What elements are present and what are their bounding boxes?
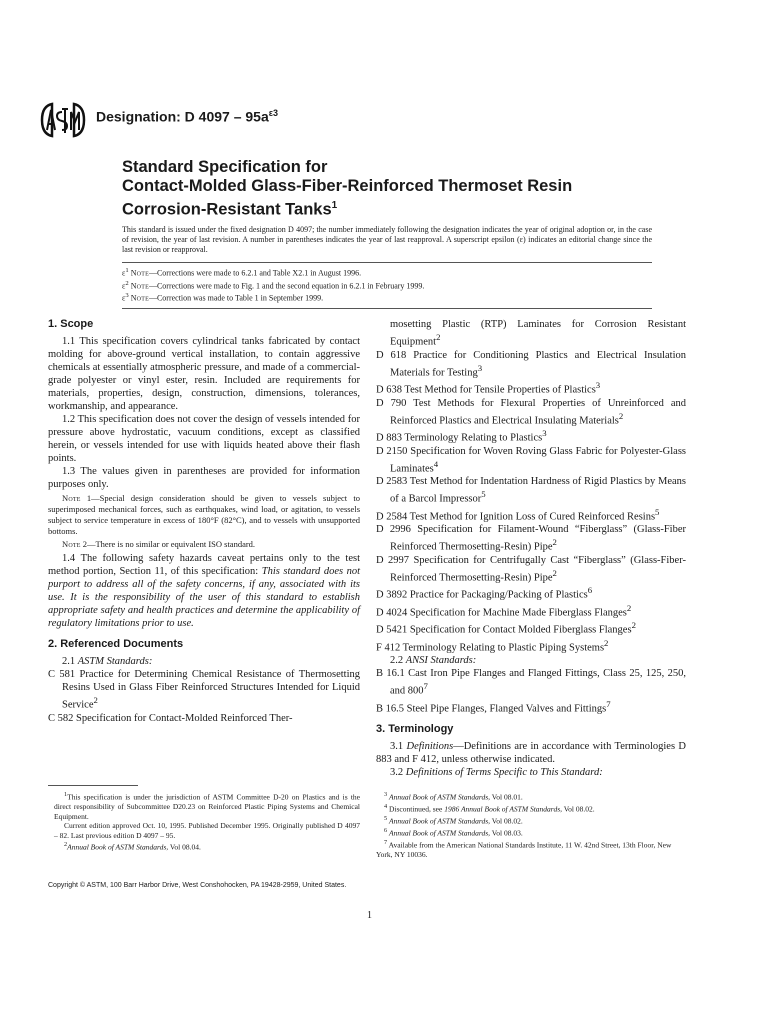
paragraph-3-2: 3.2 Definitions of Terms Specific to This Standard:	[390, 767, 603, 778]
reference-d2997: D 2997 Specification for Centrifugally Cast “Fiberglass” (Glass-Fiber-Reinforced Thermosetting-Resin) Pipe$^2$	[376, 554, 686, 583]
copyright-notice: Copyright © ASTM, 100 Barr Harbor Drive, West Conshohocken, PA 19428-2959, United States.	[48, 882, 347, 889]
reference-d3892: D 3892 Practice for Packaging/Packing of Plastics$^6$	[376, 585, 593, 601]
left-column	[48, 318, 360, 725]
footnote-1: $^1$This specification is under the jurisdiction of ASTM Committee D-20 on Plastics and is the direct responsibility of Subcommittee D20.23 on Reinforced Plastic Piping Systems and Chemical Equipment.	[54, 791, 360, 821]
paragraph-1-2: 1.2 This specification does not cover the design of vessels intended for pressure above hydrostatic, vacuum conditions, except as classified herein, or vessels intended for use with liquids heated above their flash points.	[48, 414, 360, 464]
reference-f412: F 412 Terminology Relating to Plastic Piping Systems$^2$	[376, 637, 609, 653]
reference-d883: D 883 Terminology Relating to Plastics$^3$	[376, 428, 547, 444]
subsection-ansi-standards: 2.2 ANSI Standards:	[390, 655, 477, 666]
paragraph-3-1: 3.1 Definitions—Definitions are in accordance with Terminologies D 883 and F 412, unless otherwise indicated.	[376, 741, 686, 765]
divider	[122, 308, 652, 309]
reference-d5421: D 5421 Specification for Contact Molded Fiberglass Flanges$^2$	[376, 620, 636, 636]
section-heading-terminology: 3. Terminology	[376, 723, 454, 735]
subsection-astm-standards: 2.1 ASTM Standards:	[62, 656, 153, 667]
page-number: 1	[367, 910, 372, 921]
title-line-2: Contact-Molded Glass-Fiber-Reinforced Thermoset Resin	[122, 177, 573, 195]
reference-d618: D 618 Practice for Conditioning Plastics and Electrical Insulation Materials for Testing$^3$	[376, 349, 686, 378]
reference-d2583: D 2583 Test Method for Indentation Hardness of Rigid Plastics by Means of a Barcol Impressor$^5$	[376, 476, 686, 505]
reference-c581: C 581 Practice for Determining Chemical Resistance of Thermosetting Resins Used in Glass Fiber Reinforced Structures Intended for Liquid Service$^2$	[48, 669, 360, 711]
section-heading-scope: 1. Scope	[48, 318, 94, 330]
epsilon-note: $\varepsilon^3$ Note—Correction was made to Table 1 in September 1999.	[122, 292, 324, 303]
footnotes-left	[54, 790, 360, 852]
footnote-1-edition: Current edition approved Oct. 10, 1995. Published December 1995. Originally published D 4097 – 82. Last previous edition D 4097 – 95.	[54, 821, 360, 840]
paragraph-1-3: 1.3 The values given in parentheses are provided for information purposes only.	[48, 466, 360, 490]
footnote-7: $^7$ Available from the American National Standards Institute, 11 W. 42nd Street, 13th Floor, New York, NY 10036.	[376, 839, 672, 859]
reference-d638: D 638 Test Method for Tensile Properties of Plastics$^3$	[376, 380, 601, 396]
epsilon-note: $\varepsilon^1$ Note—Corrections were made to 6.2.1 and Table X2.1 in August 1996.	[122, 267, 362, 278]
reference-b16-1: B 16.1 Cast Iron Pipe Flanges and Flanged Fittings, Class 25, 125, 250, and $800^7$	[376, 668, 686, 697]
reference-d2996: D 2996 Specification for Filament-Wound “Fiberglass” (Glass-Fiber Reinforced Thermosetting-Resin) Pipe$^2$	[376, 524, 686, 553]
designation: Designation: D $4097 - 95a^{\varepsilon 3}$	[96, 108, 279, 125]
section-heading-referenced-documents: 2. Referenced Documents	[48, 638, 184, 650]
footnote-6: $^6$ Annual Book of ASTM Standards, Vol 08.03.	[384, 827, 523, 838]
paragraph-1-1: 1.1 This specification covers cylindrical tanks fabricated by contact molding for above-ground vertical installation, to contain aggressive chemicals at essentially atmospheric pressure, and made of a commercial-grade polyester or vinyl ester, resin. Included are requirements for materials, properties, design, construction, dimensions, tolerances, workmanship, and appearance.	[48, 336, 360, 412]
intro-paragraph: This standard is issued under the fixed designation D 4097; the number immediately following the designation indicates the year of original adoption or, in the case of revision, the year of last revision. A number in parentheses indicates the year of last reapproval. A superscript epsilon (ε) indicates an editorial change since the last revision or reapproval.	[122, 225, 652, 254]
divider	[122, 262, 652, 263]
title-line-3: Corrosion-Resistant Tanks$^1$	[122, 200, 338, 219]
epsilon-note: $\varepsilon^2$ Note—Corrections were made to Fig. 1 and the second equation in 6.2.1 in February 1999.	[122, 279, 425, 291]
right-column	[376, 318, 686, 779]
reference-d790: D 790 Test Methods for Flexural Properties of Unreinforced and Reinforced Plastics and Electrical Insulating Materials$^2$	[376, 397, 686, 426]
footnotes-right	[376, 790, 686, 860]
page-title	[122, 158, 642, 220]
reference-b16-5: B 16.5 Steel Pipe Flanges, Flanged Valves and Fittings$^7$	[376, 698, 611, 714]
epsilon-notes	[122, 266, 652, 304]
footnote-2: $^2$Annual Book of ASTM Standards, Vol 08.04.	[64, 841, 201, 852]
astm-logo-icon	[38, 100, 88, 140]
footnote-5: $^5$ Annual Book of ASTM Standards, Vol 08.02.	[384, 815, 523, 826]
footnote-4: $^4$ Discontinued, see 1986 Annual Book of ASTM Standards, Vol 08.02.	[384, 803, 595, 814]
paragraph-1-4: 1.4 The following safety hazards caveat pertains only to the test method portion, Section 11, of this specification: This standard does not purport to address all of the safety concerns, if any, associated with its use. It is the responsibility of the user of this standard to establish appropriate safety and health practices and determine the applicability of regulatory limitations prior to use.	[48, 553, 360, 629]
reference-c582-continued: mosetting Plastic (RTP) Laminates for Corrosion Resistant Equipment$^2$	[390, 319, 686, 348]
reference-d2150: D 2150 Specification for Woven Roving Glass Fabric for Polyester-Glass Laminates$^4$	[376, 445, 686, 474]
note-2: Note 2—There is no similar or equivalent ISO standard.	[62, 539, 256, 549]
reference-d2584: D 2584 Test Method for Ignition Loss of Cured Reinforced Resins$^5$	[376, 506, 660, 522]
note-1: Note 1—Special design consideration should be given to vessels subject to superimposed mechanical forces, such as earthquakes, wind load, or agitation, to vessels subject to service temperature in excess of 180°F (82°C), and to vessels with unsupported bottoms.	[48, 493, 360, 536]
footnote-3: $^3$ Annual Book of ASTM Standards, Vol 08.01.	[384, 791, 523, 802]
title-line-1: Standard Specification for	[122, 158, 328, 176]
reference-c582: C 582 Specification for Contact-Molded Reinforced Ther-	[48, 712, 293, 724]
reference-d4024: D 4024 Specification for Machine Made Fiberglass Flanges$^2$	[376, 602, 632, 618]
footnote-divider	[48, 785, 138, 786]
